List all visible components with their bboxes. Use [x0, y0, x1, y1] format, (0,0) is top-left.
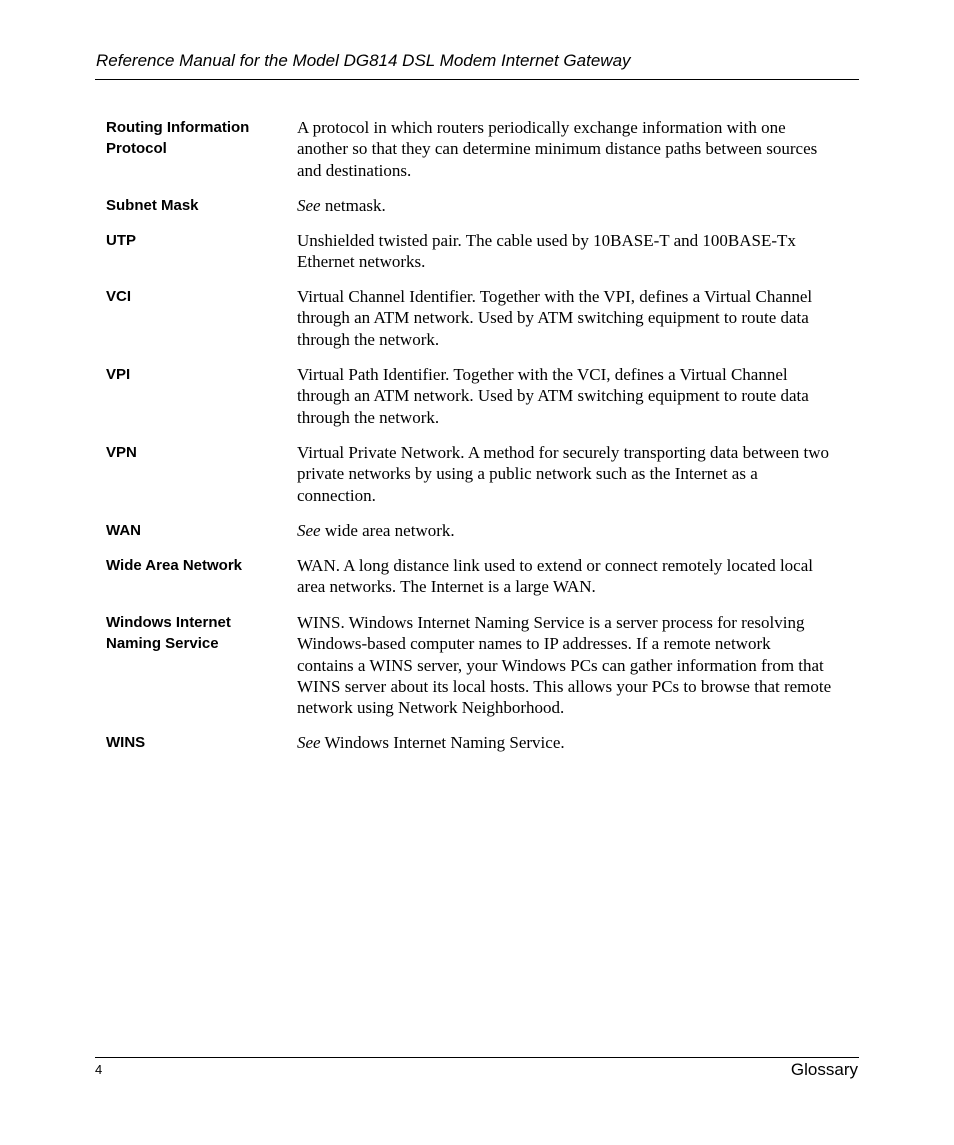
- see-reference: See: [297, 733, 321, 752]
- definition-line: A protocol in which routers periodically exchange information with one: [297, 118, 786, 137]
- glossary-term: Subnet Mask: [106, 197, 199, 214]
- glossary-definition: [297, 612, 849, 718]
- cross-reference: Windows Internet Naming Service.: [320, 733, 565, 752]
- definition-line: through the network.: [297, 329, 440, 349]
- cross-reference: wide area network.: [320, 521, 455, 540]
- glossary-definition: [297, 230, 849, 273]
- footer-section-title: Glossary: [790, 1060, 858, 1079]
- term-line: Windows Internet: [106, 614, 231, 631]
- definition-line: through an ATM network. Used by ATM switching equipment to route data: [297, 386, 809, 406]
- definition-line: Virtual Private Network. A method for securely transporting data between two: [297, 443, 829, 462]
- definition-line: connection.: [297, 485, 376, 505]
- definition-line: Virtual Path Identifier. Together with the VCI, defines a Virtual Channel: [297, 365, 788, 384]
- glossary-term: VPN: [106, 444, 137, 461]
- glossary-definition: [297, 442, 849, 506]
- see-reference: See: [297, 521, 321, 540]
- glossary-term: [106, 117, 286, 159]
- definition-line: contains a WINS server, your Windows PCs can gather information from that: [297, 655, 824, 675]
- page-number: 4: [95, 1062, 103, 1077]
- glossary-definition: [297, 732, 849, 753]
- glossary-term: VCI: [106, 288, 132, 305]
- term-line: Naming Service: [106, 635, 219, 652]
- term-line: Protocol: [106, 140, 167, 157]
- definition-line: private networks by using a public network such as the Internet as a: [297, 464, 758, 484]
- definition-line: WINS. Windows Internet Naming Service is a server process for resolving: [297, 613, 805, 632]
- term-line: Routing Information: [106, 119, 250, 136]
- footer-rule: [95, 1057, 859, 1058]
- glossary-term: WAN: [106, 522, 141, 539]
- glossary-definition: [297, 520, 849, 541]
- glossary-definition: [297, 286, 849, 350]
- definition-line: WAN. A long distance link used to extend or connect remotely located local: [297, 556, 813, 575]
- glossary-definition: [297, 555, 849, 598]
- glossary-term: [106, 612, 286, 654]
- definition-line: WINS server about its local hosts. This allows your PCs to browse that remote: [297, 676, 832, 696]
- definition-line: through an ATM network. Used by ATM switching equipment to route data: [297, 308, 809, 328]
- definition-line: Windows-based computer names to IP addresses. If a remote network: [297, 634, 771, 654]
- cross-reference: netmask.: [320, 196, 386, 215]
- definition-line: another so that they can determine minimum distance paths between sources: [297, 139, 818, 159]
- definition-line: and destinations.: [297, 160, 412, 180]
- glossary-term: UTP: [106, 232, 136, 249]
- definition-line: network using Network Neighborhood.: [297, 698, 565, 718]
- definition-line: area networks. The Internet is a large WAN.: [297, 577, 596, 597]
- definition-line: Virtual Channel Identifier. Together with the VPI, defines a Virtual Channel: [297, 287, 813, 306]
- glossary-term: Wide Area Network: [106, 557, 243, 574]
- definition-line: Ethernet networks.: [297, 252, 426, 272]
- page-header-title: Reference Manual for the Model DG814 DSL Modem Internet Gateway: [96, 51, 631, 70]
- definition-line: Unshielded twisted pair. The cable used by 10BASE-T and 100BASE-Tx: [297, 231, 796, 250]
- see-reference: See: [297, 196, 321, 215]
- glossary-definition: [297, 195, 849, 216]
- definition-line: through the network.: [297, 407, 440, 427]
- glossary-term: VPI: [106, 366, 131, 383]
- glossary-definition: [297, 117, 849, 181]
- glossary-definition: [297, 364, 849, 428]
- glossary-term: WINS: [106, 734, 146, 751]
